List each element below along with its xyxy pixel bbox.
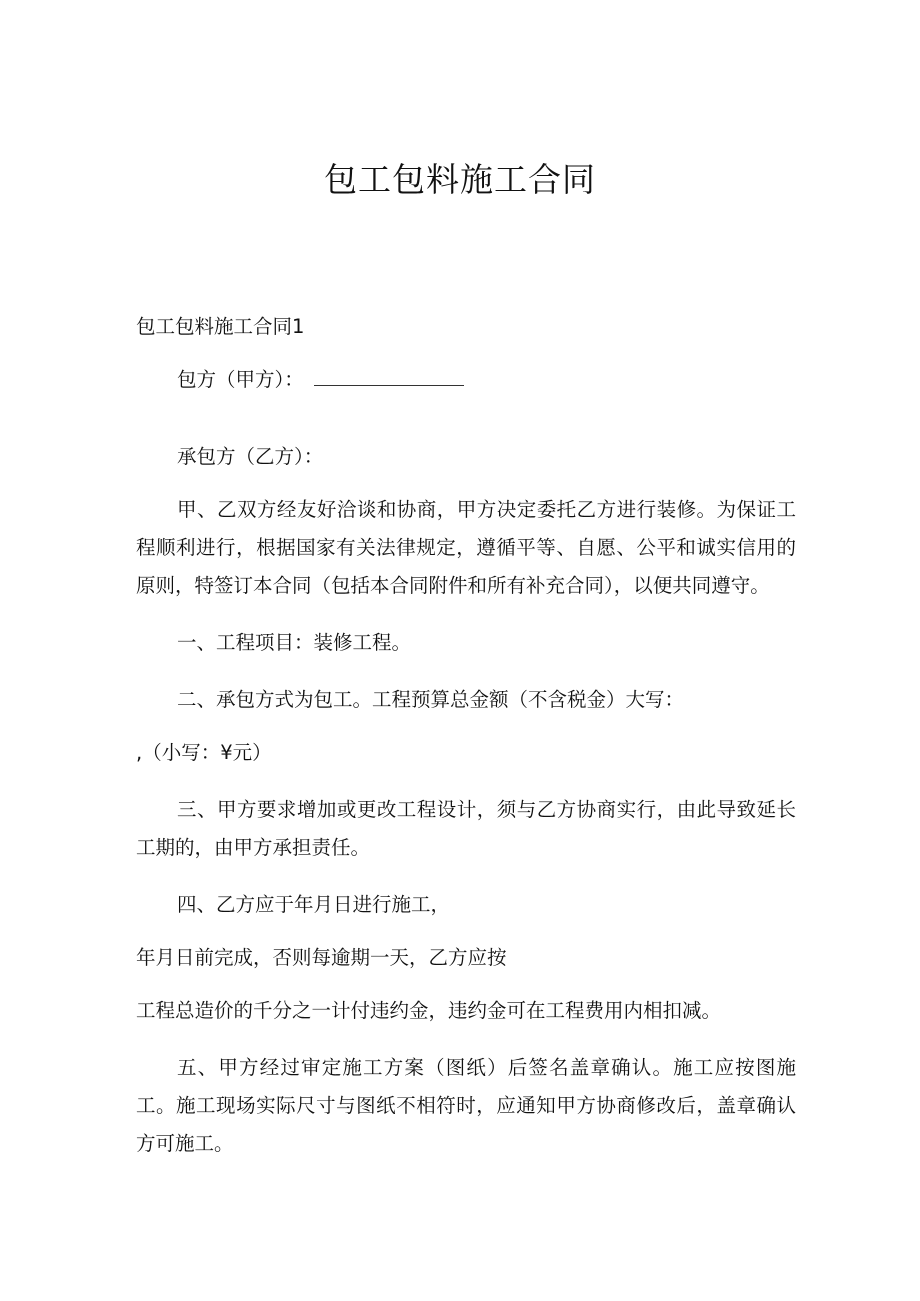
clause-4-line-2: 年月日前完成，否则每逾期一天，乙方应按 [136,946,507,969]
clause-4-line-1: 四、乙方应于年月日进行施工， [177,893,451,916]
party-a-line [136,361,796,399]
clause-3: 三、甲方要求增加或更改工程设计，须与乙方协商实行，由此导致延长工期的，由甲方承担责任。 [136,798,796,859]
clause-1: 一、工程项目：装修工程。 [177,631,412,654]
clause-2-line-1: 二、承包方式为包工。工程预算总金额（不含税金）大写： [177,688,685,711]
party-b-label: 承包方（乙方）： [177,445,324,468]
clause-4-line-3: 工程总造价的千分之一计付违约金，违约金可在工程费用内相扣减。 [136,999,722,1022]
clause-5: 五、甲方经过审定施工方案（图纸）后签名盖章确认。施工应按图施工。施工现场实际尺寸与图纸不相符时，应通知甲方协商修改后，盖章确认方可施工。 [136,1056,796,1155]
party-a-blank [314,363,464,386]
document-body [136,308,796,1163]
intro-paragraph: 甲、乙双方经友好洽谈和协商，甲方决定委托乙方进行装修。为保证工程顺利进行，根据国家有关法律规定，遵循平等、自愿、公平和诚实信用的原则，特签订本合同（包括本合同附件和所有补充合同），以便共同遵守。 [136,498,796,597]
clause-2-line-2: ,（小写：¥元） [136,741,272,764]
contract-subtitle: 包工包料施工合同1 [136,315,305,338]
document-title: 包工包料施工合同 [324,160,596,199]
party-a-label: 包方（甲方）： [177,368,304,391]
